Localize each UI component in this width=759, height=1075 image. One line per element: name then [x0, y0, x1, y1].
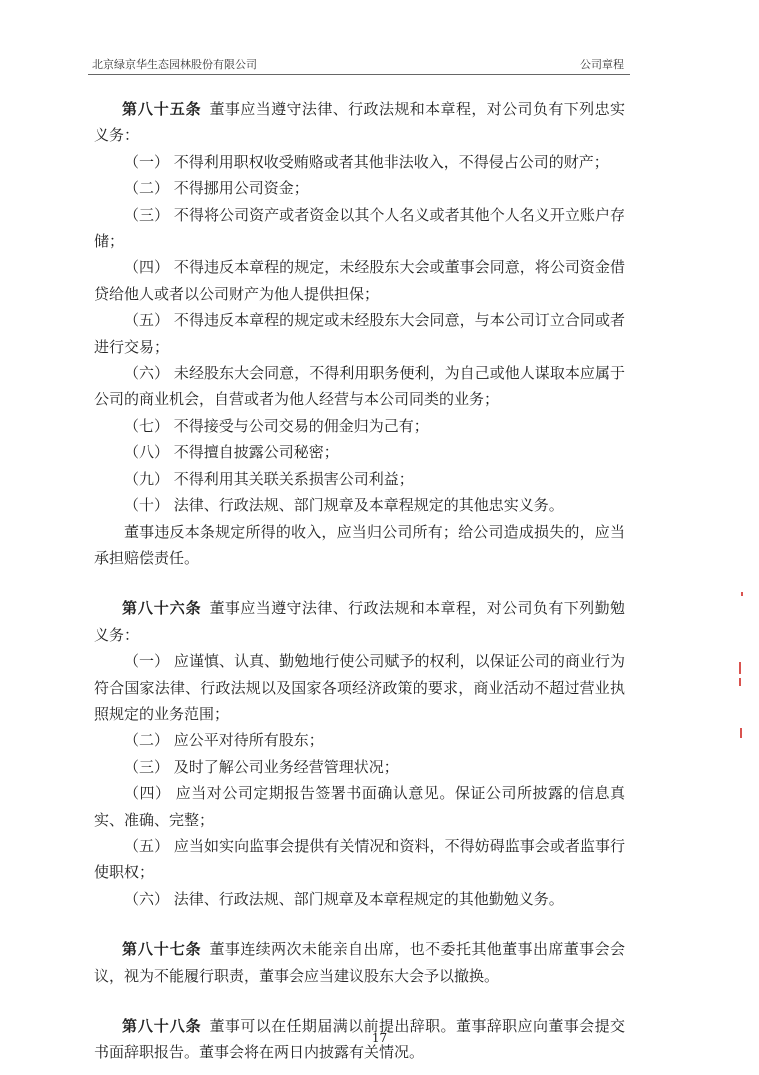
article-intro	[94, 936, 625, 989]
article-item: （三） 不得将公司资产或者资金以其个人名义或者其他个人名义开立账户存储；	[94, 205, 625, 251]
article-intro-text: 董事连续两次未能亲自出席，也不委托其他董事出席董事会会议，视为不能履行职责，董事会应当建议股东大会予以撤换。	[94, 940, 625, 985]
article-85	[94, 96, 625, 571]
article-title: 第八十六条	[122, 599, 202, 618]
article-intro-text: 董事可以在任期届满以前提出辞职。董事辞职应向董事会提交书面辞职报告。董事会将在两日内披露有关情况。	[94, 1017, 625, 1062]
article-item: （五） 不得违反本章程的规定或未经股东大会同意，与本公司订立合同或者进行交易；	[94, 311, 625, 356]
article-title: 第八十五条	[122, 100, 202, 118]
document-body	[94, 96, 625, 1066]
article-item: （二） 不得挪用公司资金；	[124, 179, 309, 198]
article-intro-text: 董事应当遵守法律、行政法规和本章程，对公司负有下列勤勉义务：	[94, 599, 625, 644]
article-item: （二） 应公平对待所有股东；	[124, 731, 324, 750]
article-intro	[94, 595, 625, 648]
article-title: 第八十七条	[122, 940, 202, 959]
header-divider	[88, 74, 630, 75]
article-note: 董事违反本条规定所得的收入，应当归公司所有；给公司造成损失的，应当承担赔偿责任。	[94, 522, 625, 567]
page-header	[88, 52, 630, 72]
article-item: （三） 及时了解公司业务经营管理状况；	[124, 757, 399, 776]
article-item: （九） 不得利用其关联关系损害公司利益；	[124, 469, 414, 488]
article-item: （六） 未经股东大会同意，不得利用职务便利，为自己或他人谋取本应属于公司的商业机会，自营或者为他人经营与本公司同类的业务；	[94, 364, 625, 409]
article-86	[94, 595, 625, 912]
scan-mark	[741, 592, 743, 596]
article-item: （四） 应当对公司定期报告签署书面确认意见。保证公司所披露的信息真实、准确、完整；	[94, 784, 625, 829]
company-name: 北京绿京华生态园林股份有限公司	[92, 58, 257, 71]
article-title: 第八十八条	[122, 1017, 202, 1035]
article-item: （八） 不得擅自披露公司秘密；	[124, 443, 339, 462]
article-87	[94, 936, 625, 989]
article-item: （一） 不得利用职权收受贿赂或者其他非法收入，不得侵占公司的财产；	[124, 152, 609, 171]
article-item: （四） 不得违反本章程的规定，未经股东大会或董事会同意，将公司资金借贷给他人或者以公司财产为他人提供担保；	[94, 258, 625, 303]
article-item: （一） 应谨慎、认真、勤勉地行使公司赋予的权利，以保证公司的商业行为符合国家法律、行政法规以及国家各项经济政策的要求，商业活动不超过营业执照规定的业务范围；	[94, 652, 625, 723]
scan-mark	[739, 678, 741, 686]
article-intro	[94, 96, 625, 149]
page-number: 17	[371, 1031, 388, 1045]
document-type: 公司章程	[580, 58, 624, 71]
article-item: （六） 法律、行政法规、部门规章及本章程规定的其他勤勉义务。	[124, 889, 564, 908]
article-item: （十） 法律、行政法规、部门规章及本章程规定的其他忠实义务。	[124, 496, 564, 515]
scan-mark	[740, 728, 742, 738]
article-item: （五） 应当如实向监事会提供有关情况和资料，不得妨碍监事会或者监事行使职权；	[94, 836, 625, 882]
article-item: （七） 不得接受与公司交易的佣金归为己有；	[124, 416, 429, 435]
article-intro-text: 董事应当遵守法律、行政法规和本章程，对公司负有下列忠实义务：	[94, 100, 625, 145]
scan-mark	[739, 662, 741, 674]
